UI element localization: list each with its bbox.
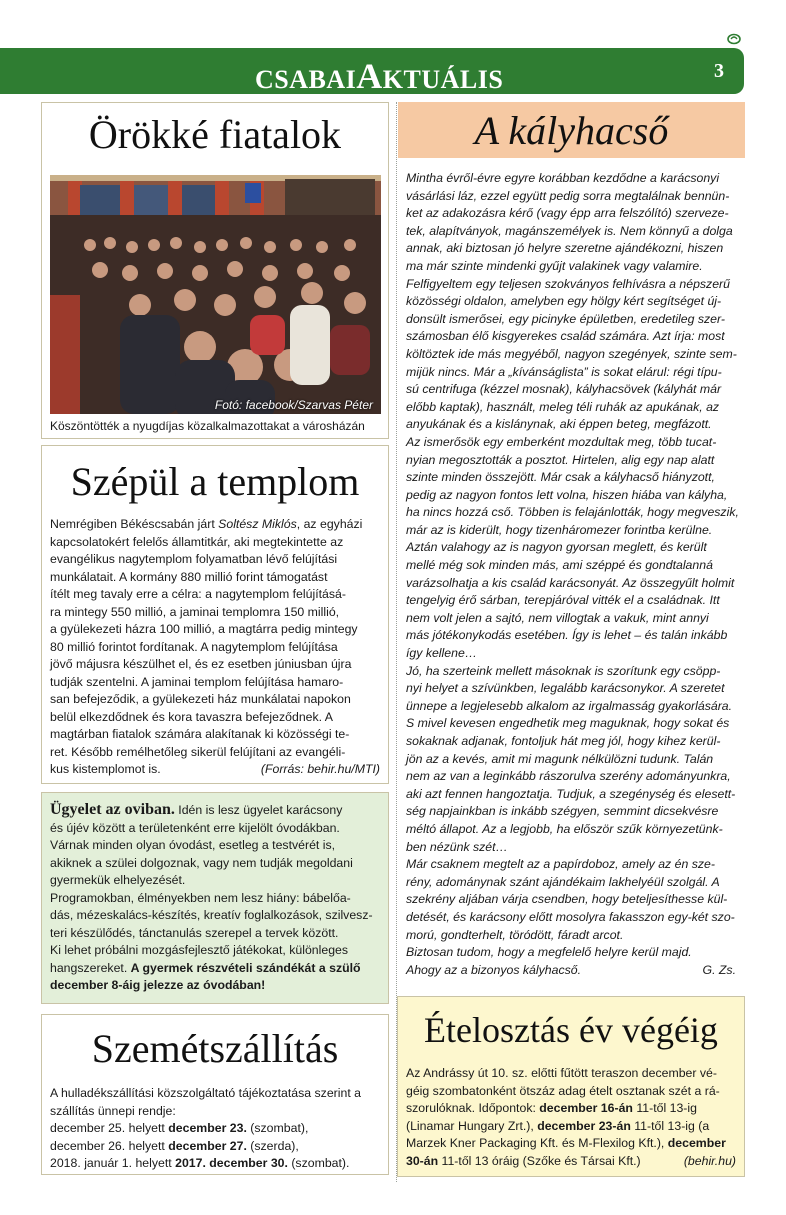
text-line: így kellene… bbox=[406, 646, 478, 661]
text-line: munkálatait. A kormány 880 millió forint támogatást bbox=[50, 569, 328, 584]
text-line: detését, és karácsony előtt mosolyra fakasszon egy-két szo- bbox=[406, 909, 735, 924]
text-line: anyukának és a kislánynak, aki éppen beteg, megfázott. bbox=[406, 417, 712, 432]
text-line: ha nincs hozzá cső. Többen is felajánlották, hogy megveszik, bbox=[406, 505, 739, 520]
article-title: A kályhacső bbox=[474, 108, 669, 153]
article-szemetszallitas bbox=[41, 1014, 389, 1175]
text-line: magtárban fiatalok számára alakítanak ki közösségi te- bbox=[50, 727, 350, 741]
text-line: más jótékonykodás esetében. Így is lehet – és talán inkább bbox=[406, 628, 728, 643]
text-line: A hulladékszállítási közszolgáltató tájékoztatása szerint a bbox=[50, 1086, 362, 1100]
article-body bbox=[50, 516, 380, 779]
text-line: rény, adománynak szánt ajándékaim lakhelyéül szolgál. A bbox=[406, 874, 720, 889]
text-line: sú centrifuga (kézzel mosnak), kályhacsövek (kályhát már bbox=[406, 382, 722, 397]
text-line: Jó, ha szerteink mellett másoknak is szorítunk egy csöpp- bbox=[406, 663, 721, 678]
text-line: mijük nincs. Már a „kívánságlista” is sokat elárul: régi típu- bbox=[406, 364, 722, 379]
article-body bbox=[50, 1085, 361, 1173]
text-line: Biztosan tudom, hogy a megfelelő helyre kerül majd. bbox=[406, 945, 692, 960]
text-line: nyi helyet a szívünkben, legalább karácsonykor. A szeretet bbox=[406, 681, 725, 696]
text-line: előbb kaptak), használt, meleg téli ruhák az apukának, az bbox=[406, 399, 720, 414]
text-line: Marzek Kner Packaging Kft. és M-Flexilog Kft.), december bbox=[406, 1136, 726, 1150]
author-signature: G. Zs. bbox=[702, 962, 736, 977]
text-line: közösségi oldalon, amelyben egy hölgy kért segítséget új- bbox=[406, 294, 722, 309]
text-line: szorulóknak. Időpontok: december 16-án 11-től 13-ig bbox=[406, 1101, 697, 1115]
text-line: Programokban, élményekben nem lesz hiány: bábelőa- bbox=[50, 890, 351, 905]
text-line: tengelyig érő sárban, terepjáróval vitték el a családnak. Itt bbox=[406, 593, 720, 608]
text-line: ítélt meg tavaly erre a célra: a nagytemplom felújításá- bbox=[50, 587, 346, 601]
article-title: Szemétszállítás bbox=[91, 1026, 339, 1071]
text-line: aki azt fennen hangoztatja. Tudjuk, a szegénység és elesett- bbox=[406, 786, 736, 801]
text-line: ben nézünk szét… bbox=[406, 839, 508, 854]
schedule-row: 2018. január 1. helyett 2017. december 30. (szombat). bbox=[50, 1156, 350, 1170]
article-etelosztas bbox=[397, 996, 745, 1177]
text-line: méltó állapot. Az a legjobb, ha először szűk környezetünk- bbox=[406, 821, 723, 836]
article-szepul-a-templom bbox=[41, 445, 389, 784]
text-line: pedig az nagyon fontos lett volna, hiszen hiába van kályha, bbox=[406, 487, 728, 502]
text-line: tek, alapítványok, magánszemélyek is. Nem könnyű a dolga bbox=[406, 223, 733, 238]
article-body bbox=[406, 1065, 736, 1170]
article-title: Szépül a templom bbox=[70, 459, 360, 504]
article-title: Ételosztás év végéig bbox=[424, 1010, 718, 1050]
text-line: ra mintegy 550 millió, a jaminai templomra 150 millió, bbox=[50, 604, 340, 619]
text-line: Ahogy az a bizonyos kályhacső. G. Zs. bbox=[406, 962, 736, 980]
photo-illustration bbox=[50, 175, 381, 414]
text-line: gyermekük elhelyezését. bbox=[50, 873, 186, 887]
text-line: Mintha évről-évre egyre korábban kezdődne a karácsonyi bbox=[406, 171, 720, 185]
article-title: Ügyelet az oviban. bbox=[50, 801, 175, 818]
text-line: számosban élő kisgyerekes család számára. Azt írja: most bbox=[406, 329, 725, 344]
text-line: a gyülekezeti házra 100 millió, a magtárra pedig mintegy bbox=[50, 622, 358, 636]
text-line: S mivel kevesen engedhetik meg maguknak, hogy sokat és bbox=[406, 716, 730, 731]
article-title: Örökké fiatalok bbox=[88, 112, 342, 157]
text-line: Aztán valahogy az is nagyon gyorsan meglett, és került bbox=[406, 540, 707, 555]
source-credit: (behir.hu) bbox=[683, 1153, 736, 1168]
text-line: ma már szinte mindenki gyűjt valakinek vagy valamire. bbox=[406, 258, 703, 273]
text-line: tudják szentelni. A jaminai templom felújítása hamaro- bbox=[50, 674, 344, 689]
publication-title: CSABAIAKTUÁLIS bbox=[255, 56, 504, 96]
photo-caption: Köszöntötték a nyugdíjas közalkalmazottakat a városházán bbox=[50, 419, 365, 433]
text-line: vásárlási láz, ezzel együtt pedig sorra megtalálnak bennün- bbox=[406, 188, 730, 203]
text-line: teri készülődés, tánctanulás szerepel a tervek között. bbox=[50, 925, 339, 940]
text-line: Felfigyeltem egy teljesen szokványos felhívásra a népszerű bbox=[406, 276, 730, 291]
text-line: Várnak minden olyan óvodást, esetleg a testvérét is, bbox=[50, 838, 336, 852]
text-line: Ki lehet próbálni mozgásfejlesztő játékokat, különleges bbox=[50, 943, 349, 957]
text-line: hangszereket. A gyermek részvételi szándékát a szülő bbox=[50, 960, 361, 975]
text-line: jövő májusra készülhet el, és ez esetben júniusban újra bbox=[50, 657, 352, 671]
text-line: akiknek a szülei dolgoznak, vagy nem tudják megoldani bbox=[50, 855, 353, 870]
text-line: nyian megosztották a posztot. Hirtelen, alig egy nap alatt bbox=[406, 452, 715, 467]
text-line: morú, gondterhelt, töródött, fáradt arcot. bbox=[406, 927, 624, 942]
page-number: 3 bbox=[714, 60, 724, 82]
text-line: költöztek ide más megyéből, nagyon szegények, szinte sem- bbox=[406, 346, 737, 361]
text-line: nem az van a leginkább rászorulva szerény adományunkra, bbox=[406, 769, 731, 784]
text-line: már az is kiderült, hogy tizenháromezer forintba kerülne. bbox=[406, 522, 713, 537]
text-line: (Linamar Hungary Zrt.), december 23-án 11-től 13-ig (a bbox=[406, 1118, 710, 1133]
text-line: Ügyelet az oviban. Idén is lesz ügyelet karácsony bbox=[50, 801, 343, 818]
text-line: jön az a kevés, amit mi magunk nélkülözni tudunk. Talán bbox=[406, 751, 714, 766]
text-line: ünnepe a legjelesebb alkalom az irgalmasság gyakorlására. bbox=[406, 698, 733, 713]
text-line: Nemrégiben Békéscsabán járt Soltész Miklós, az egyházi bbox=[50, 517, 363, 531]
text-line: nem volt jelen a sajtó, nem villogtak a vakuk, mint annyi bbox=[406, 610, 709, 625]
text-line: Az Andrássy út 10. sz. előtti fűtött teraszon december vé- bbox=[406, 1066, 717, 1080]
text-line: géig szombatonként ötszáz adag ételt osztanak szét a rá- bbox=[406, 1083, 720, 1098]
article-orokke-fiatalok bbox=[41, 102, 389, 439]
text-line: ket az adakozásra kérő (vagy épp arra felszólító) szerveze- bbox=[406, 206, 729, 221]
text-line: szinte minden összejött. Már csak a kályhacső hiányzott, bbox=[406, 470, 715, 485]
article-body bbox=[50, 801, 373, 995]
event-photo bbox=[50, 175, 381, 414]
text-line: és újév között a területenként erre kijelölt óvodákban. bbox=[50, 820, 340, 835]
photo-credit: Fotó: facebook/Szarvas Péter bbox=[214, 398, 373, 412]
text-line: Már csaknem megtelt az a papírdoboz, amely az én sze- bbox=[406, 857, 715, 872]
text-line: belül elkezdődnek és kora tavaszra befejeződnek. A bbox=[50, 709, 334, 724]
text-line: szállítás ünnepi rendje: bbox=[50, 1103, 176, 1118]
text-line: dás, mézeskalács-készítés, kreatív foglalkozások, szilvesz- bbox=[50, 908, 373, 922]
text-line: kus kistemplomot is. (Forrás: behir.hu/MTI) bbox=[50, 761, 380, 779]
text-line: 80 millió forintot fordítanak. A nagytemplom felújítása bbox=[50, 639, 338, 654]
source-credit: (Forrás: behir.hu/MTI) bbox=[260, 762, 380, 776]
text-line: evangélikus nagytemplom folyamatban lévő felújítási bbox=[50, 552, 338, 566]
schedule-row: december 25. helyett december 23. (szombat), bbox=[50, 1121, 309, 1135]
schedule-row: december 26. helyett december 27. (szerda), bbox=[50, 1138, 299, 1153]
swirl-icon bbox=[727, 33, 741, 45]
text-line: december 8-áig jelezze az óvodában! bbox=[50, 978, 266, 992]
text-line: 30-án 11-től 13 óráig (Szőke és Társai Kft.) (behir.hu) bbox=[406, 1153, 736, 1171]
text-line: mellé még sok minden más, ami széppé és gondtalanná bbox=[406, 558, 713, 573]
text-line: kapcsolatokért felelős államtitkár, aki megtekintette az bbox=[50, 534, 344, 549]
text-line: Az ismerősök egy emberként mozdultak meg, több tucat- bbox=[406, 434, 717, 449]
article-a-kalyhacso-body bbox=[406, 170, 739, 979]
text-line: donsült ismerősei, egy picinyke épületben, eredetileg szer- bbox=[406, 311, 725, 326]
text-line: san befejeződik, a gyülekezeti ház munkálatai napokon bbox=[50, 692, 351, 706]
text-line: sokaknak adjanak, fontoljuk hát meg jól, hogy kihez kerül- bbox=[406, 734, 721, 748]
text-line: ség napjainkban is inkább szégyen, semmint dicsekvésre bbox=[406, 804, 719, 819]
article-ugyelet-az-oviban bbox=[41, 792, 389, 1004]
text-line: annak, aki biztosan jó helyre szeretne ajándékozni, hiszen bbox=[406, 241, 724, 256]
text-line: szekrény aljában várja csendben, hogy beteljesíthesse kül- bbox=[406, 892, 728, 907]
text-line: varázsolhatja a kis család karácsonyát. Az összegyűlt holmit bbox=[406, 575, 735, 590]
text-line: ret. Később remélhetőleg sikerül felújítani az evangéli- bbox=[50, 744, 346, 759]
